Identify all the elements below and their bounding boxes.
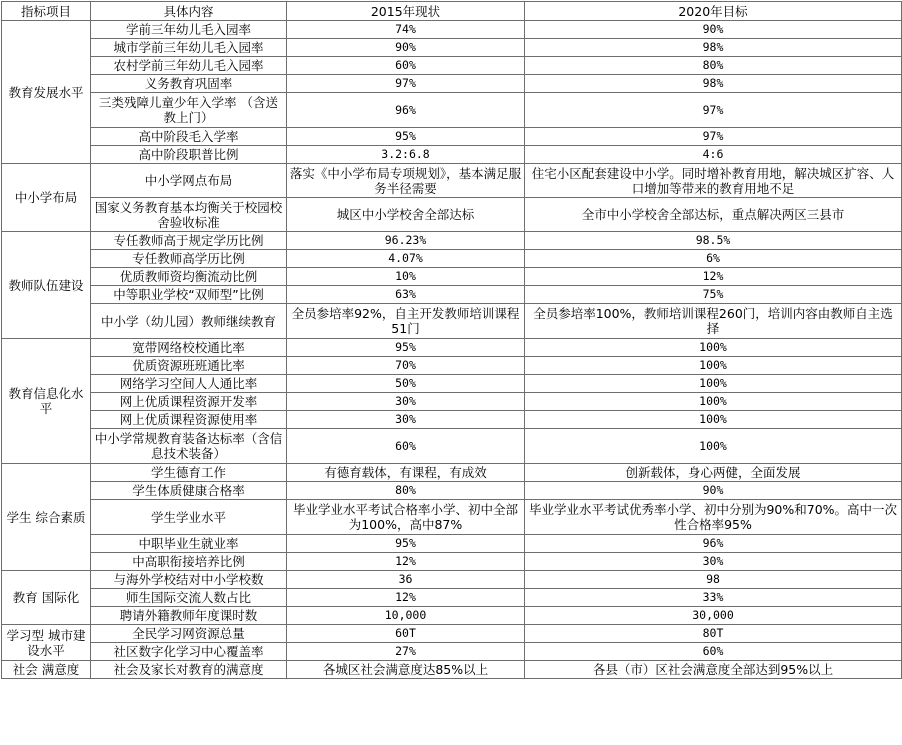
value-2015-cell: 63%	[287, 286, 525, 304]
value-2020-cell: 创新载体，身心两健，全面发展	[525, 464, 902, 482]
item-cell: 中小学常规教育装备达标率（含信息技术装备）	[91, 429, 287, 464]
item-cell: 中高职衔接培养比例	[91, 553, 287, 571]
value-2020-cell: 4:6	[525, 146, 902, 164]
item-cell: 宽带网络校校通比率	[91, 339, 287, 357]
table-row	[2, 21, 902, 39]
value-2015-cell: 96%	[287, 93, 525, 128]
table-row	[2, 393, 902, 411]
value-2015-cell: 12%	[287, 553, 525, 571]
value-2020-cell: 90%	[525, 482, 902, 500]
item-cell: 学生德育工作	[91, 464, 287, 482]
value-2020-cell: 80%	[525, 57, 902, 75]
value-2015-cell: 74%	[287, 21, 525, 39]
item-cell: 社区数字化学习中心覆盖率	[91, 643, 287, 661]
item-cell: 网上优质课程资源开发率	[91, 393, 287, 411]
value-2015-cell: 95%	[287, 128, 525, 146]
value-2015-cell: 95%	[287, 535, 525, 553]
item-cell: 社会及家长对教育的满意度	[91, 661, 287, 679]
category-cell: 教育发展水平	[2, 21, 91, 164]
value-2015-cell: 27%	[287, 643, 525, 661]
table-row	[2, 661, 902, 679]
value-2015-cell: 60%	[287, 57, 525, 75]
value-2015-cell: 各城区社会满意度达85%以上	[287, 661, 525, 679]
header-item: 具体内容	[91, 2, 287, 21]
value-2020-cell: 98%	[525, 39, 902, 57]
header-category: 指标项目	[2, 2, 91, 21]
item-cell: 中小学网点布局	[91, 164, 287, 198]
table-row	[2, 39, 902, 57]
value-2015-cell: 落实《中小学布局专项规划》，基本满足服务半径需要	[287, 164, 525, 198]
value-2020-cell: 100%	[525, 357, 902, 375]
value-2015-cell: 95%	[287, 339, 525, 357]
value-2015-cell: 毕业学业水平考试合格率小学、初中全部为100%，高中87%	[287, 500, 525, 535]
item-cell: 中职毕业生就业率	[91, 535, 287, 553]
table-row	[2, 553, 902, 571]
table-row	[2, 198, 902, 232]
value-2020-cell: 90%	[525, 21, 902, 39]
value-2020-cell: 33%	[525, 589, 902, 607]
item-cell: 农村学前三年幼儿毛入园率	[91, 57, 287, 75]
value-2015-cell: 97%	[287, 75, 525, 93]
value-2020-cell: 60%	[525, 643, 902, 661]
item-cell: 聘请外籍教师年度课时数	[91, 607, 287, 625]
header-2020: 2020年目标	[525, 2, 902, 21]
education-goals-table	[1, 1, 902, 679]
table-row	[2, 625, 902, 643]
item-cell: 网上优质课程资源使用率	[91, 411, 287, 429]
table-row	[2, 164, 902, 198]
value-2015-cell: 10,000	[287, 607, 525, 625]
table-row	[2, 464, 902, 482]
table-row	[2, 268, 902, 286]
item-cell: 优质资源班班通比率	[91, 357, 287, 375]
item-cell: 义务教育巩固率	[91, 75, 287, 93]
category-cell: 学习型 城市建设水平	[2, 625, 91, 661]
value-2020-cell: 97%	[525, 128, 902, 146]
value-2020-cell: 98	[525, 571, 902, 589]
header-row	[2, 2, 902, 21]
item-cell: 高中阶段职普比例	[91, 146, 287, 164]
table-row	[2, 607, 902, 625]
item-cell: 师生国际交流人数占比	[91, 589, 287, 607]
value-2015-cell: 36	[287, 571, 525, 589]
item-cell: 全民学习网资源总量	[91, 625, 287, 643]
item-cell: 学生学业水平	[91, 500, 287, 535]
category-cell: 中小学布局	[2, 164, 91, 232]
value-2015-cell: 30%	[287, 411, 525, 429]
table-row	[2, 146, 902, 164]
value-2015-cell: 4.07%	[287, 250, 525, 268]
table-row	[2, 375, 902, 393]
value-2020-cell: 毕业学业水平考试优秀率小学、初中分别为90%和70%。高中一次性合格率95%	[525, 500, 902, 535]
table-row	[2, 304, 902, 339]
value-2015-cell: 50%	[287, 375, 525, 393]
value-2020-cell: 97%	[525, 93, 902, 128]
category-cell: 学生 综合素质	[2, 464, 91, 571]
value-2020-cell: 98.5%	[525, 232, 902, 250]
item-cell: 高中阶段毛入学率	[91, 128, 287, 146]
item-cell: 城市学前三年幼儿毛入园率	[91, 39, 287, 57]
value-2020-cell: 98%	[525, 75, 902, 93]
item-cell: 专任教师高学历比例	[91, 250, 287, 268]
value-2015-cell: 城区中小学校舍全部达标	[287, 198, 525, 232]
table-row	[2, 57, 902, 75]
value-2020-cell: 100%	[525, 375, 902, 393]
value-2020-cell: 100%	[525, 411, 902, 429]
value-2015-cell: 有德育载体，有课程，有成效	[287, 464, 525, 482]
category-cell: 教育信息化水平	[2, 339, 91, 464]
table-row	[2, 482, 902, 500]
table-row	[2, 75, 902, 93]
item-cell: 网络学习空间人人通比率	[91, 375, 287, 393]
item-cell: 学生体质健康合格率	[91, 482, 287, 500]
category-cell: 社会 满意度	[2, 661, 91, 679]
value-2015-cell: 30%	[287, 393, 525, 411]
item-cell: 中小学（幼儿园）教师继续教育	[91, 304, 287, 339]
table-row	[2, 93, 902, 128]
value-2015-cell: 96.23%	[287, 232, 525, 250]
table-row	[2, 571, 902, 589]
table-row	[2, 286, 902, 304]
value-2020-cell: 12%	[525, 268, 902, 286]
header-2015: 2015年现状	[287, 2, 525, 21]
table-row	[2, 411, 902, 429]
table-row	[2, 128, 902, 146]
table-row	[2, 357, 902, 375]
table-row	[2, 500, 902, 535]
value-2020-cell: 100%	[525, 393, 902, 411]
item-cell: 国家义务教育基本均衡关于校园校舍验收标准	[91, 198, 287, 232]
value-2015-cell: 80%	[287, 482, 525, 500]
value-2015-cell: 90%	[287, 39, 525, 57]
item-cell: 与海外学校结对中小学校数	[91, 571, 287, 589]
item-cell: 优质教师资均衡流动比例	[91, 268, 287, 286]
value-2015-cell: 3.2:6.8	[287, 146, 525, 164]
category-cell: 教育 国际化	[2, 571, 91, 625]
value-2020-cell: 全市中小学校舍全部达标，重点解决两区三县市	[525, 198, 902, 232]
category-cell: 教师队伍建设	[2, 232, 91, 339]
value-2015-cell: 12%	[287, 589, 525, 607]
value-2020-cell: 住宅小区配套建设中小学。同时增补教育用地，解决城区扩容、人口增加等带来的教育用地不足	[525, 164, 902, 198]
table-row	[2, 339, 902, 357]
value-2020-cell: 30,000	[525, 607, 902, 625]
table-row	[2, 589, 902, 607]
table-row	[2, 535, 902, 553]
value-2015-cell: 60%	[287, 429, 525, 464]
item-cell: 中等职业学校“双师型”比例	[91, 286, 287, 304]
table-row	[2, 643, 902, 661]
value-2020-cell: 100%	[525, 339, 902, 357]
value-2020-cell: 30%	[525, 553, 902, 571]
item-cell: 专任教师高于规定学历比例	[91, 232, 287, 250]
value-2020-cell: 全员参培率100%，教师培训课程260门，培训内容由教师自主选择	[525, 304, 902, 339]
value-2015-cell: 60T	[287, 625, 525, 643]
value-2020-cell: 75%	[525, 286, 902, 304]
value-2015-cell: 10%	[287, 268, 525, 286]
table-row	[2, 250, 902, 268]
table-row	[2, 232, 902, 250]
table-row	[2, 429, 902, 464]
value-2015-cell: 70%	[287, 357, 525, 375]
value-2020-cell: 96%	[525, 535, 902, 553]
item-cell: 三类残障儿童少年入学率 （含送教上门）	[91, 93, 287, 128]
value-2020-cell: 6%	[525, 250, 902, 268]
item-cell: 学前三年幼儿毛入园率	[91, 21, 287, 39]
value-2020-cell: 100%	[525, 429, 902, 464]
value-2020-cell: 各县（市）区社会满意度全部达到95%以上	[525, 661, 902, 679]
value-2020-cell: 80T	[525, 625, 902, 643]
value-2015-cell: 全员参培率92%，自主开发教师培训课程51门	[287, 304, 525, 339]
